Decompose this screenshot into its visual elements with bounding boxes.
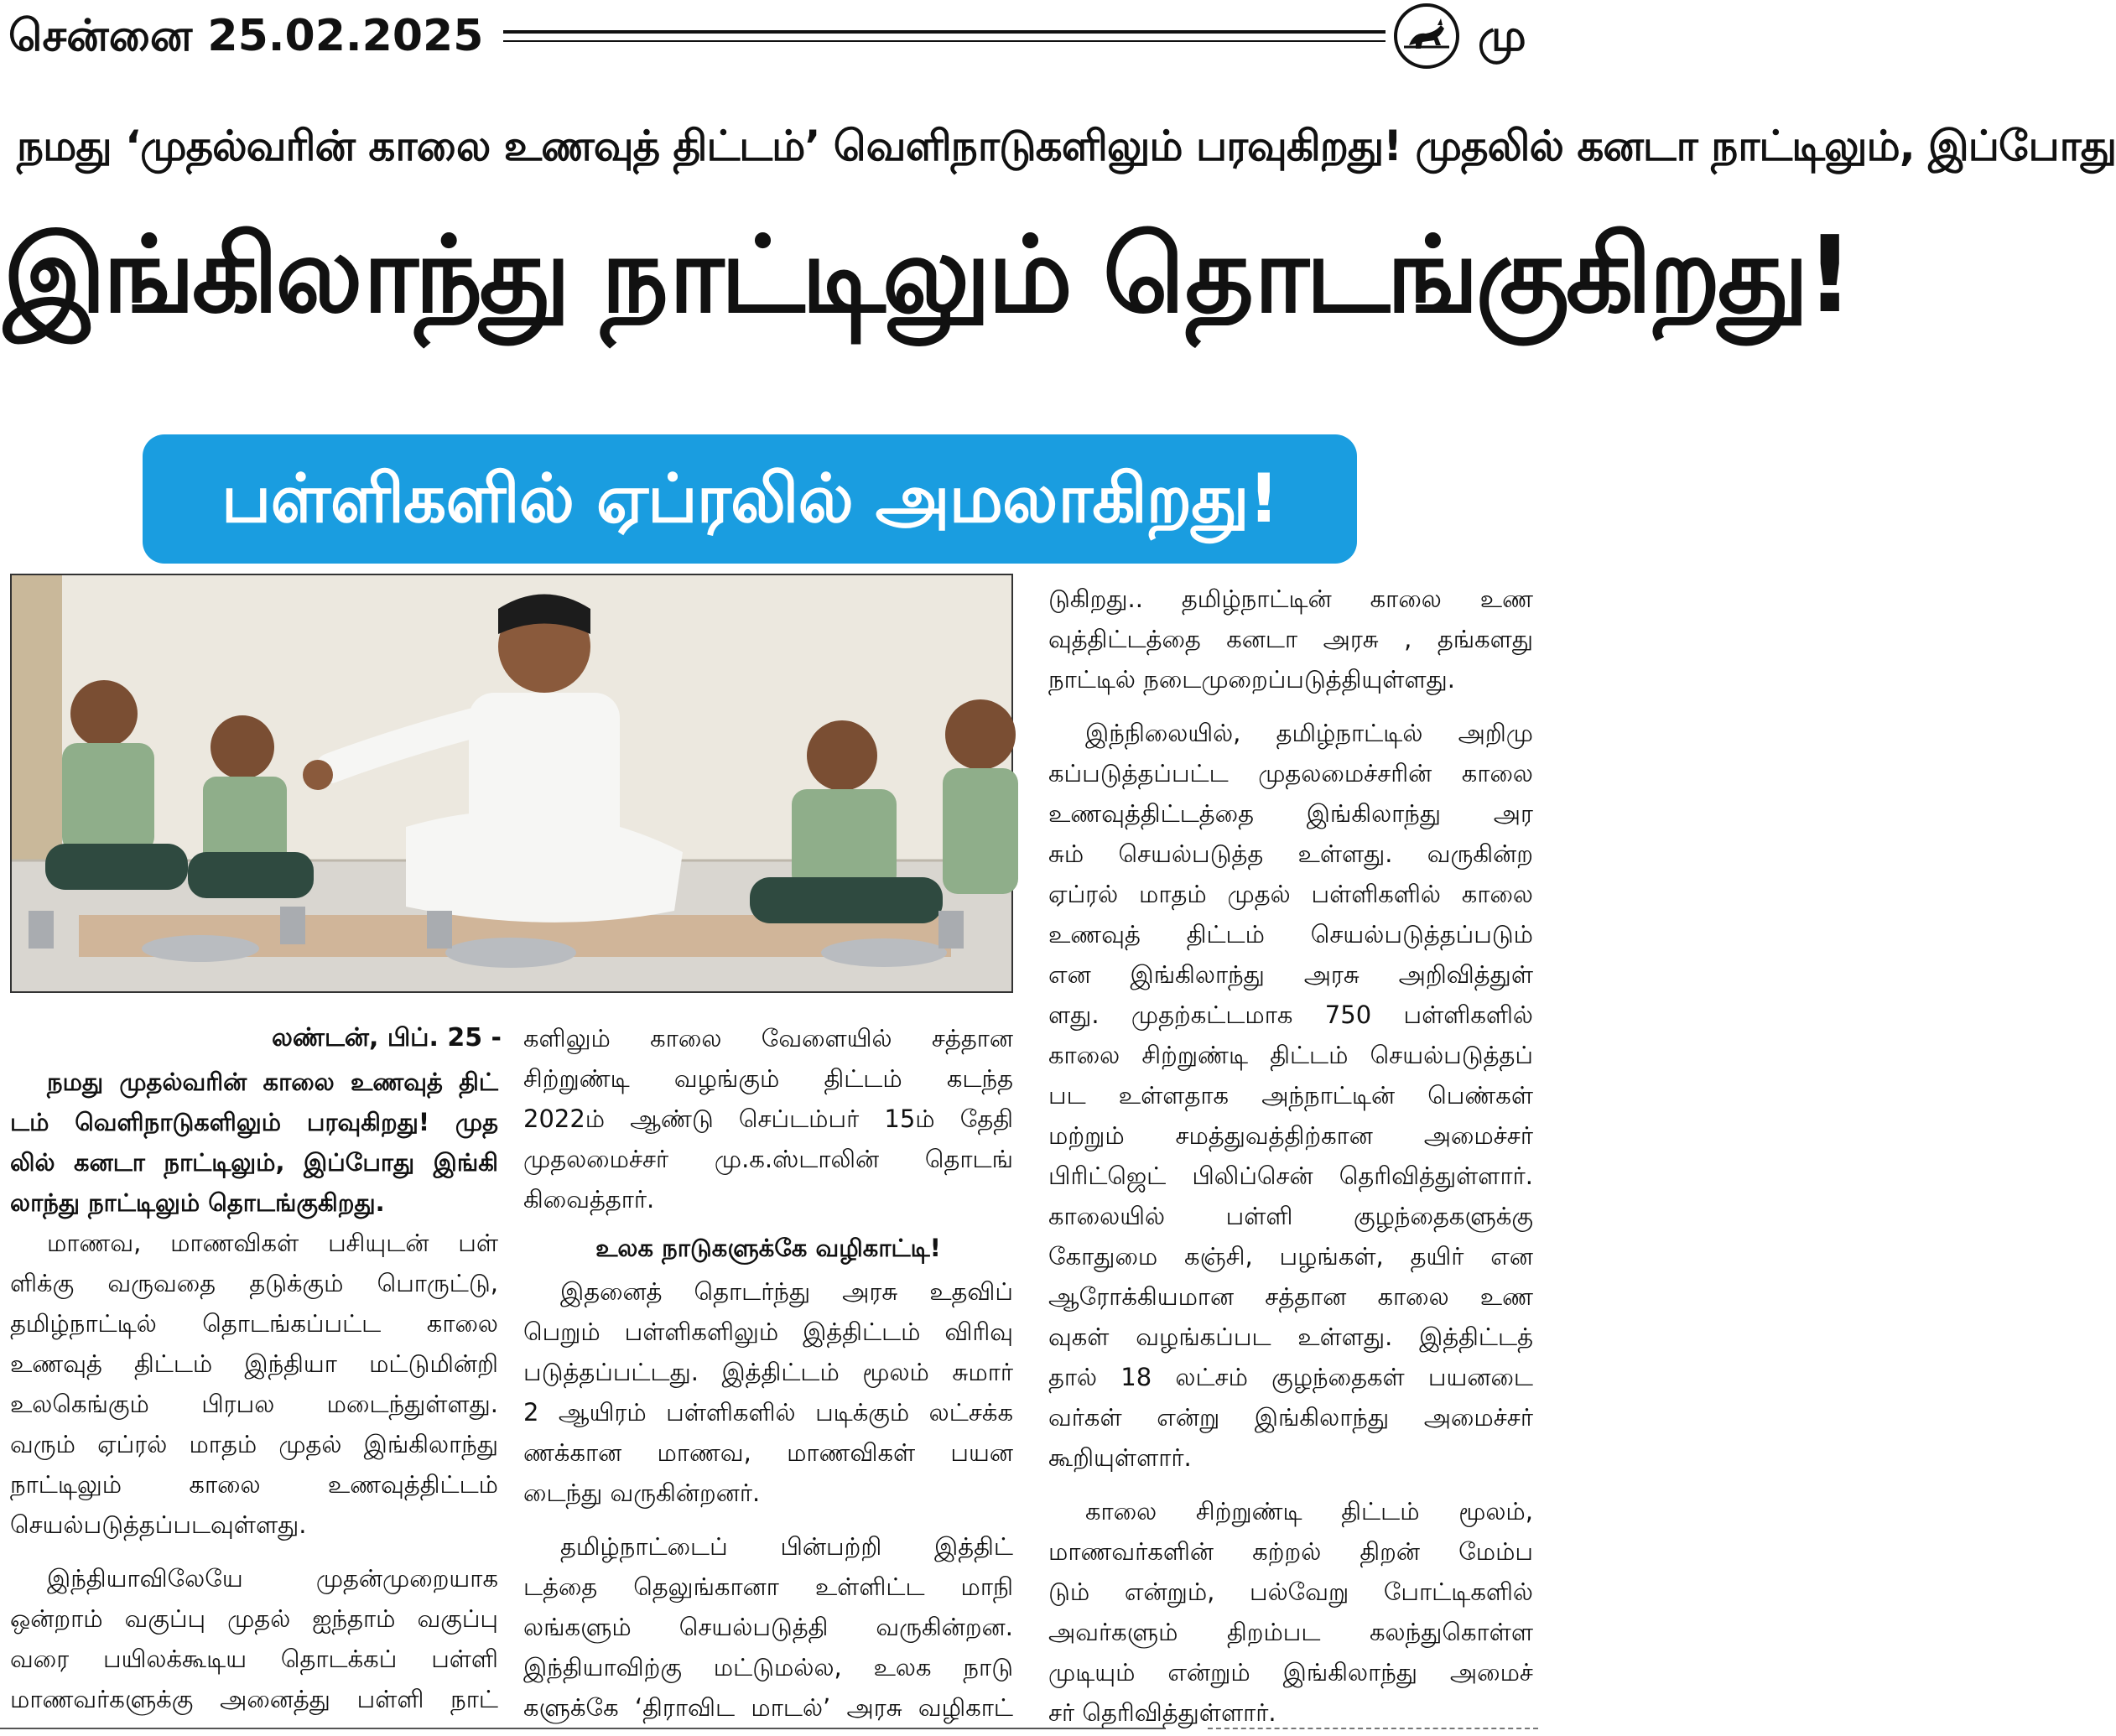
text-line: லாந்து நாட்டிலும் தொடங்குகிறது. bbox=[10, 1188, 385, 1217]
text-line: மாணவர்களுக்கு அனைத்து பள்ளி நாட் bbox=[10, 1685, 498, 1713]
text-line: அவர்களும் திறம்பட கலந்துகொள்ள bbox=[1048, 1618, 1533, 1646]
paragraph bbox=[10, 1558, 498, 1719]
text-line: சிற்றுண்டி வழங்கும் திட்டம் கடந்த bbox=[523, 1064, 1013, 1093]
text-line: உணவுத் திட்டம் செயல்படுத்தப்படும் bbox=[1048, 920, 1533, 949]
section-subhead: உலக நாடுகளுக்கே வழிகாட்டி! bbox=[595, 1234, 941, 1262]
photo-school-breakfast-icon bbox=[12, 575, 1011, 991]
text-line: தமிழ்நாட்டில் தொடங்கப்பட்ட காலை bbox=[10, 1309, 498, 1338]
text-line: முதலமைச்சர் மு.க.ஸ்டாலின் தொடங் bbox=[523, 1145, 1013, 1173]
text-line: டைந்து வருகின்றனர். bbox=[523, 1479, 761, 1507]
text-line: காலை சிற்றுண்டி திட்டம் மூலம், bbox=[1085, 1497, 1533, 1525]
text-line: தால் 18 லட்சம் குழந்தைகள் பயனடை bbox=[1048, 1363, 1533, 1391]
text-line: படுத்தப்பட்டது. இத்திட்டம் மூலம் சுமார் bbox=[523, 1358, 1013, 1386]
paragraph bbox=[1048, 713, 1533, 1478]
text-line: சர் தெரிவித்துள்ளார். bbox=[1048, 1698, 1276, 1727]
text-line: வுகள் வழங்கப்பட உள்ளது. இத்திட்டத் bbox=[1048, 1323, 1533, 1351]
masthead-rule-thick bbox=[503, 30, 1386, 34]
text-line: இந்நிலையில், தமிழ்நாட்டில் அறிமு bbox=[1085, 719, 1533, 747]
text-line: ஏப்ரல் மாதம் முதல் பள்ளிகளில் காலை bbox=[1048, 880, 1533, 908]
text-line: முடியும் என்றும் இங்கிலாந்து அமைச் bbox=[1048, 1658, 1533, 1687]
brand-initial: மு bbox=[1478, 11, 1526, 61]
paragraph bbox=[1048, 1491, 1533, 1733]
paragraph bbox=[523, 1018, 1013, 1219]
text-line: ளிக்கு வருவதை தடுக்கும் பொருட்டு, bbox=[10, 1269, 498, 1297]
kicker-headline: நமது ‘முதல்வரின் காலை உணவுத் திட்டம்’ வெளிநாடுகளிலும் பரவுகிறது! முதலில் கனடா நாட்டிலும், இப்போது bbox=[17, 122, 2116, 170]
text-line: டத்தை தெலுங்கானா உள்ளிட்ட மாநி bbox=[523, 1572, 1013, 1601]
lead-paragraph bbox=[10, 1062, 498, 1223]
text-line: வர்கள் என்று இங்கிலாந்து அமைச்சர் bbox=[1048, 1403, 1533, 1432]
text-line: டும் என்றும், பல்வேறு போட்டிகளில் bbox=[1048, 1577, 1533, 1606]
text-line: ஒன்றாம் வகுப்பு முதல் ஐந்தாம் வகுப்பு bbox=[10, 1604, 498, 1633]
article-column-2 bbox=[523, 1018, 1013, 1728]
text-line: பெறும் பள்ளிகளிலும் இத்திட்டம் விரிவு bbox=[523, 1318, 1013, 1346]
text-line: வரும் ஏப்ரல் மாதம் முதல் இங்கிலாந்து bbox=[10, 1430, 498, 1458]
paragraph bbox=[523, 1271, 1013, 1513]
text-line: நமது முதல்வரின் காலை உணவுத் திட் bbox=[47, 1068, 498, 1096]
text-line: வுத்திட்டத்தை கனடா அரசு , தங்களது bbox=[1048, 625, 1533, 653]
text-line: 2 ஆயிரம் பள்ளிகளில் படிக்கும் லட்சக்க bbox=[523, 1398, 1013, 1427]
text-line: செயல்படுத்தப்படவுள்ளது. bbox=[10, 1510, 307, 1539]
text-line: டம் வெளிநாடுகளிலும் பரவுகிறது! முத bbox=[10, 1108, 498, 1136]
text-line: லில் கனடா நாட்டிலும், இப்போது இங்கி bbox=[10, 1148, 498, 1177]
text-line: பட உள்ளதாக அந்நாட்டின் பெண்கள் bbox=[1048, 1081, 1533, 1110]
text-line: ஆரோக்கியமான சத்தான காலை உண bbox=[1048, 1282, 1533, 1311]
text-line: கப்படுத்தப்பட்ட முதலமைச்சரின் காலை bbox=[1048, 759, 1533, 787]
banner-text: பள்ளிகளில் ஏப்ரலில் அமலாகிறது! bbox=[221, 460, 1279, 538]
text-line: சும் செயல்படுத்த உள்ளது. வருகின்ற bbox=[1048, 839, 1533, 868]
paragraph bbox=[10, 1223, 498, 1545]
text-line: கிவைத்தார். bbox=[523, 1185, 655, 1214]
text-line: நாட்டிலும் காலை உணவுத்திட்டம் bbox=[10, 1470, 498, 1499]
text-line: இதனைத் தொடர்ந்து அரசு உதவிப் bbox=[560, 1277, 1013, 1306]
text-line: ணக்கான மாணவ, மாணவிகள் பயன bbox=[523, 1438, 1013, 1467]
text-line: மாணவ, மாணவிகள் பசியுடன் பள் bbox=[47, 1229, 498, 1257]
text-line: காலை சிற்றுண்டி திட்டம் செயல்படுத்தப் bbox=[1048, 1041, 1533, 1069]
paragraph bbox=[1048, 579, 1533, 699]
article-column-3 bbox=[1048, 579, 1533, 1733]
text-line: பிரிட்ஜெட் பிலிப்சென் தெரிவித்துள்ளார். bbox=[1048, 1162, 1533, 1190]
footer-rule-dashed bbox=[1208, 1728, 1538, 1729]
subheadline-banner bbox=[143, 434, 1357, 564]
paragraph bbox=[523, 1526, 1013, 1728]
place-date: சென்னை 25.02.2025 bbox=[8, 11, 484, 61]
masthead bbox=[0, 0, 1538, 75]
text-line: டுகிறது.. தமிழ்நாட்டின் காலை உண bbox=[1048, 585, 1533, 613]
text-line: கோதுமை கஞ்சி, பழங்கள், தயிர் என bbox=[1048, 1242, 1533, 1271]
text-line: கூறியுள்ளார். bbox=[1048, 1443, 1192, 1472]
text-line: உணவுத் திட்டம் இந்தியா மட்டுமின்றி bbox=[10, 1349, 498, 1378]
text-line: உலகெங்கும் பிரபல மடைந்துள்ளது. bbox=[10, 1390, 498, 1418]
text-line: 2022ம் ஆண்டு செப்டம்பர் 15ம் தேதி bbox=[523, 1104, 1013, 1133]
masthead-rule-thin bbox=[503, 40, 1386, 42]
text-line: ளது. முதற்கட்டமாக 750 பள்ளிகளில் bbox=[1048, 1001, 1533, 1029]
article-photo bbox=[10, 574, 1013, 993]
text-line: லங்களும் செயல்படுத்தி வருகின்றன. bbox=[523, 1613, 1013, 1641]
text-line: களுக்கே ‘திராவிட மாடல்’ அரசு வழிகாட் bbox=[523, 1693, 1013, 1722]
text-line: இந்தியாவிலேயே முதன்முறையாக bbox=[47, 1564, 498, 1593]
article-column-1 bbox=[10, 1062, 498, 1719]
text-line: காலையில் பள்ளி குழந்தைகளுக்கு bbox=[1048, 1202, 1533, 1230]
text-line: இந்தியாவிற்கு மட்டுமல்ல, உலக நாடு bbox=[523, 1653, 1013, 1681]
rising-sun-bull-emblem-icon bbox=[1394, 3, 1459, 69]
text-line: வரை பயிலக்கூடிய தொடக்கப் பள்ளி bbox=[10, 1645, 498, 1673]
main-headline: இங்கிலாந்து நாட்டிலும் தொடங்குகிறது! bbox=[3, 213, 1851, 336]
text-line: என இங்கிலாந்து அரசு அறிவித்துள் bbox=[1048, 960, 1533, 989]
dateline: லண்டன், பிப். 25 - bbox=[271, 1023, 502, 1053]
text-line: களிலும் காலை வேளையில் சத்தான bbox=[523, 1024, 1013, 1053]
text-line: தமிழ்நாட்டைப் பின்பற்றி இத்திட் bbox=[560, 1532, 1013, 1561]
text-line: மாணவர்களின் கற்றல் திறன் மேம்ப bbox=[1048, 1537, 1533, 1566]
footer-rule bbox=[0, 1728, 1166, 1729]
text-line: மற்றும் சமத்துவத்திற்கான அமைச்சர் bbox=[1048, 1121, 1533, 1150]
text-line: நாட்டில் நடைமுறைப்படுத்தியுள்ளது. bbox=[1048, 665, 1455, 694]
text-line: உணவுத்திட்டத்தை இங்கிலாந்து அர bbox=[1048, 799, 1533, 828]
